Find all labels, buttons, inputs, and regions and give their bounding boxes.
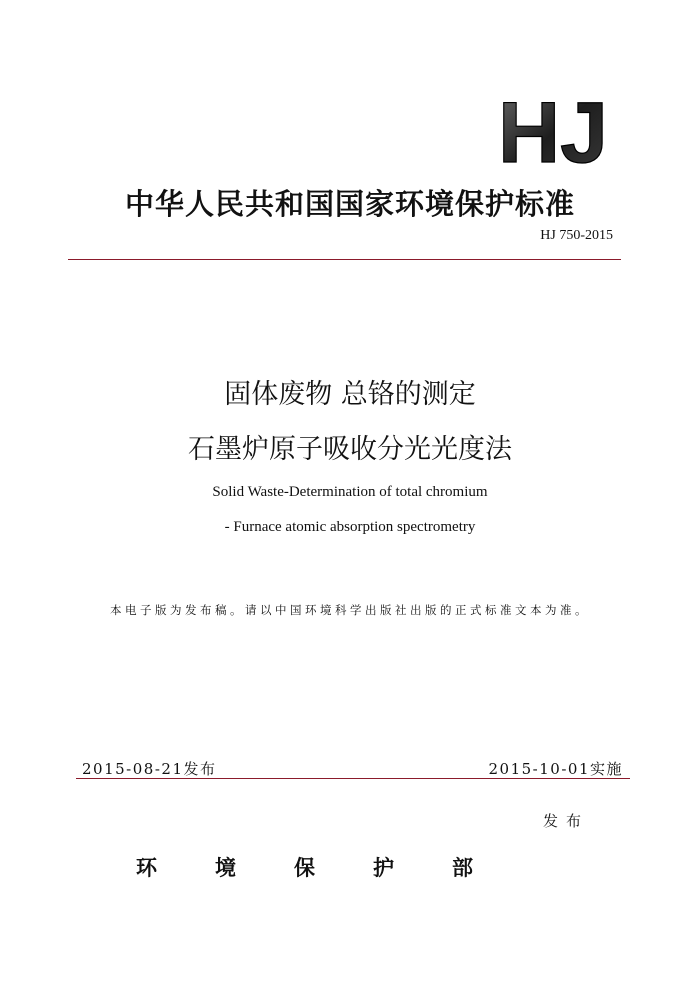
title-chinese-line-2: 石墨炉原子吸收分光光度法	[188, 434, 512, 465]
electronic-version-notice: 本电子版为发布稿。请以中国环境科学出版社出版的正式标准文本为准。	[110, 603, 590, 617]
standard-number: HJ 750-2015	[540, 228, 613, 243]
publisher-name: 环境保护部	[136, 856, 531, 880]
publish-label: 发布	[542, 812, 589, 830]
title-english-line-2: - Furnace atomic absorption spectrometry	[224, 519, 476, 535]
header-divider	[68, 259, 621, 260]
standard-category-title: 中华人民共和国国家环境保护标准	[124, 187, 575, 221]
title-english-line-1: Solid Waste-Determination of total chromium	[212, 484, 488, 500]
issue-date: 2015-08-21发布	[82, 760, 217, 778]
date-divider	[76, 778, 630, 779]
logo-text: HJ	[498, 98, 608, 166]
hj-logo	[497, 98, 609, 166]
implementation-date: 2015-10-01实施	[488, 760, 623, 778]
title-chinese-line-1: 固体废物 总铬的测定	[224, 379, 476, 410]
